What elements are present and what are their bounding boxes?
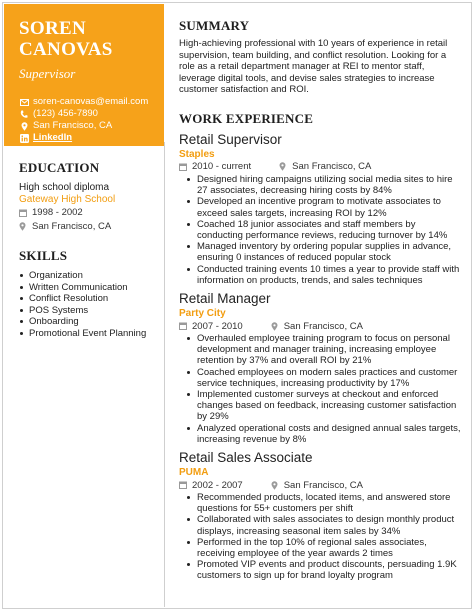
calendar-icon [19, 209, 29, 217]
skills-section [19, 248, 159, 340]
right-column [179, 18, 461, 582]
contact-email[interactable] [19, 96, 154, 108]
map-pin-icon [19, 222, 29, 231]
column-divider [164, 142, 165, 607]
skill-item: Conflict Resolution [19, 293, 159, 305]
job-title: Retail Manager [179, 291, 271, 306]
job-bullet: Developed an incentive program to motivate associates to exceed sales targets, increasing ROI by 12% [179, 196, 461, 218]
name-line-1: SOREN [19, 18, 86, 39]
summary-text: High-achieving professional with 10 years of experience in retail supervision, team building, and conflict resolution. Looking for a role as a retail department manager at REI to mentor staff, leverage digital tools, and devise sales strategies to increase customer satisfaction and ROI. [179, 38, 448, 96]
calendar-icon [179, 322, 189, 330]
education-dates-text: 1998 - 2002 [32, 207, 83, 218]
education-degree: High school diploma [19, 182, 110, 193]
calendar-icon [179, 163, 189, 171]
job-location-text: San Francisco, CA [292, 161, 372, 173]
education-school: Gateway High School [19, 194, 116, 205]
education-dates [19, 206, 159, 219]
phone-text: (123) 456-7890 [33, 108, 98, 119]
job-location-text: San Francisco, CA [283, 479, 363, 491]
map-pin-icon [279, 162, 289, 171]
job-bullet: Managed inventory by ordering popular supplies in advance, ensuring 0 instances of reduced popular stock [179, 241, 461, 263]
job-company: PUMA [179, 467, 209, 479]
education-location [19, 220, 159, 233]
job-bullet: Designed hiring campaigns utilizing social media sites to hire 27 associates, decreasing hiring costs by 84% [179, 174, 461, 196]
job-bullets [179, 333, 461, 445]
job-meta [179, 161, 461, 173]
contact-phone[interactable] [19, 108, 154, 120]
candidate-job-title: Supervisor [19, 66, 76, 81]
job-bullet: Overhauled employee training program to focus on personal development and manager training, increasing employee retention by 37% and overall ROI by 21% [179, 333, 461, 367]
job-location [271, 321, 363, 332]
job-bullets [179, 492, 461, 582]
job-bullet: Coached employees on modern sales practices and customer service techniques, increasing productivity by 17% [179, 367, 461, 389]
job-bullet: Analyzed operational costs and designed annual sales targets, increasing revenue by 8% [179, 423, 461, 445]
job-company: Staples [179, 148, 215, 160]
job-dates: 2002 - 2007 [192, 479, 243, 491]
summary-heading: SUMMARY [179, 18, 250, 33]
job-title: Retail Supervisor [179, 131, 282, 147]
job-bullet: Implemented customer surveys at checkout and enforced changes based on feedback, increasing customer satisfaction by 29% [179, 389, 461, 423]
phone-icon [19, 109, 29, 119]
linkedin-link[interactable]: LinkedIn [33, 132, 73, 143]
job-title: Retail Sales Associate [179, 450, 313, 466]
contact-location [19, 120, 154, 132]
job-meta [179, 320, 461, 332]
job-bullet: Conducted training events 10 times a year to provide staff with information on products, trends, and sales techniques [179, 264, 461, 286]
job-entry [179, 450, 461, 582]
education-section [19, 160, 159, 233]
job-location-text: San Francisco, CA [283, 320, 363, 332]
work-experience-heading: WORK EXPERIENCE [179, 110, 314, 126]
skill-item: Organization [19, 270, 159, 282]
email-icon [19, 97, 29, 107]
skills-heading: SKILLS [19, 248, 68, 263]
job-bullet: Performed in the top 10% of regional sales associates, receiving employee of the year awards 2 times [179, 537, 461, 559]
header-panel [4, 4, 164, 146]
job-dates: 2010 - current [192, 161, 252, 173]
job-bullet: Collaborated with sales associates to design monthly product displays, increasing seasonal item sales by 34% [179, 514, 461, 536]
skill-item: Written Communication [19, 282, 159, 294]
job-bullet: Recommended products, located items, and answered store questions for 55+ customers per shift [179, 492, 461, 514]
candidate-name [19, 18, 154, 60]
job-meta [179, 479, 461, 491]
job-bullet: Coached 18 junior associates and staff members by conducting performance reviews, reducing turnover by 14% [179, 219, 461, 241]
calendar-icon [179, 481, 189, 489]
job-company: Party City [179, 308, 226, 319]
linkedin-icon [19, 133, 29, 143]
map-pin-icon [271, 481, 281, 490]
skills-list [19, 270, 159, 340]
map-pin-icon [271, 322, 281, 331]
job-bullets [179, 174, 461, 286]
job-bullet: Promoted VIP events and product discounts, persuading 1.9K customers to sign up for brand loyalty program [179, 559, 461, 581]
skill-item: POS Systems [19, 305, 159, 317]
job-entry [179, 132, 461, 286]
job-location [279, 161, 371, 172]
skill-item: Onboarding [19, 316, 159, 328]
job-entry [179, 291, 461, 445]
left-column [4, 4, 164, 607]
map-pin-icon [19, 121, 29, 131]
email-text: soren-canovas@email.com [33, 96, 149, 107]
skill-item: Promotional Event Planning [19, 328, 159, 340]
job-dates: 2007 - 2010 [192, 320, 243, 332]
contact-linkedin[interactable] [19, 132, 154, 144]
job-location [271, 480, 363, 491]
name-line-2: CANOVAS [19, 39, 113, 60]
education-location-text: San Francisco, CA [32, 221, 112, 232]
location-text: San Francisco, CA [33, 120, 113, 131]
contact-list [19, 96, 154, 144]
education-heading: EDUCATION [19, 160, 100, 175]
